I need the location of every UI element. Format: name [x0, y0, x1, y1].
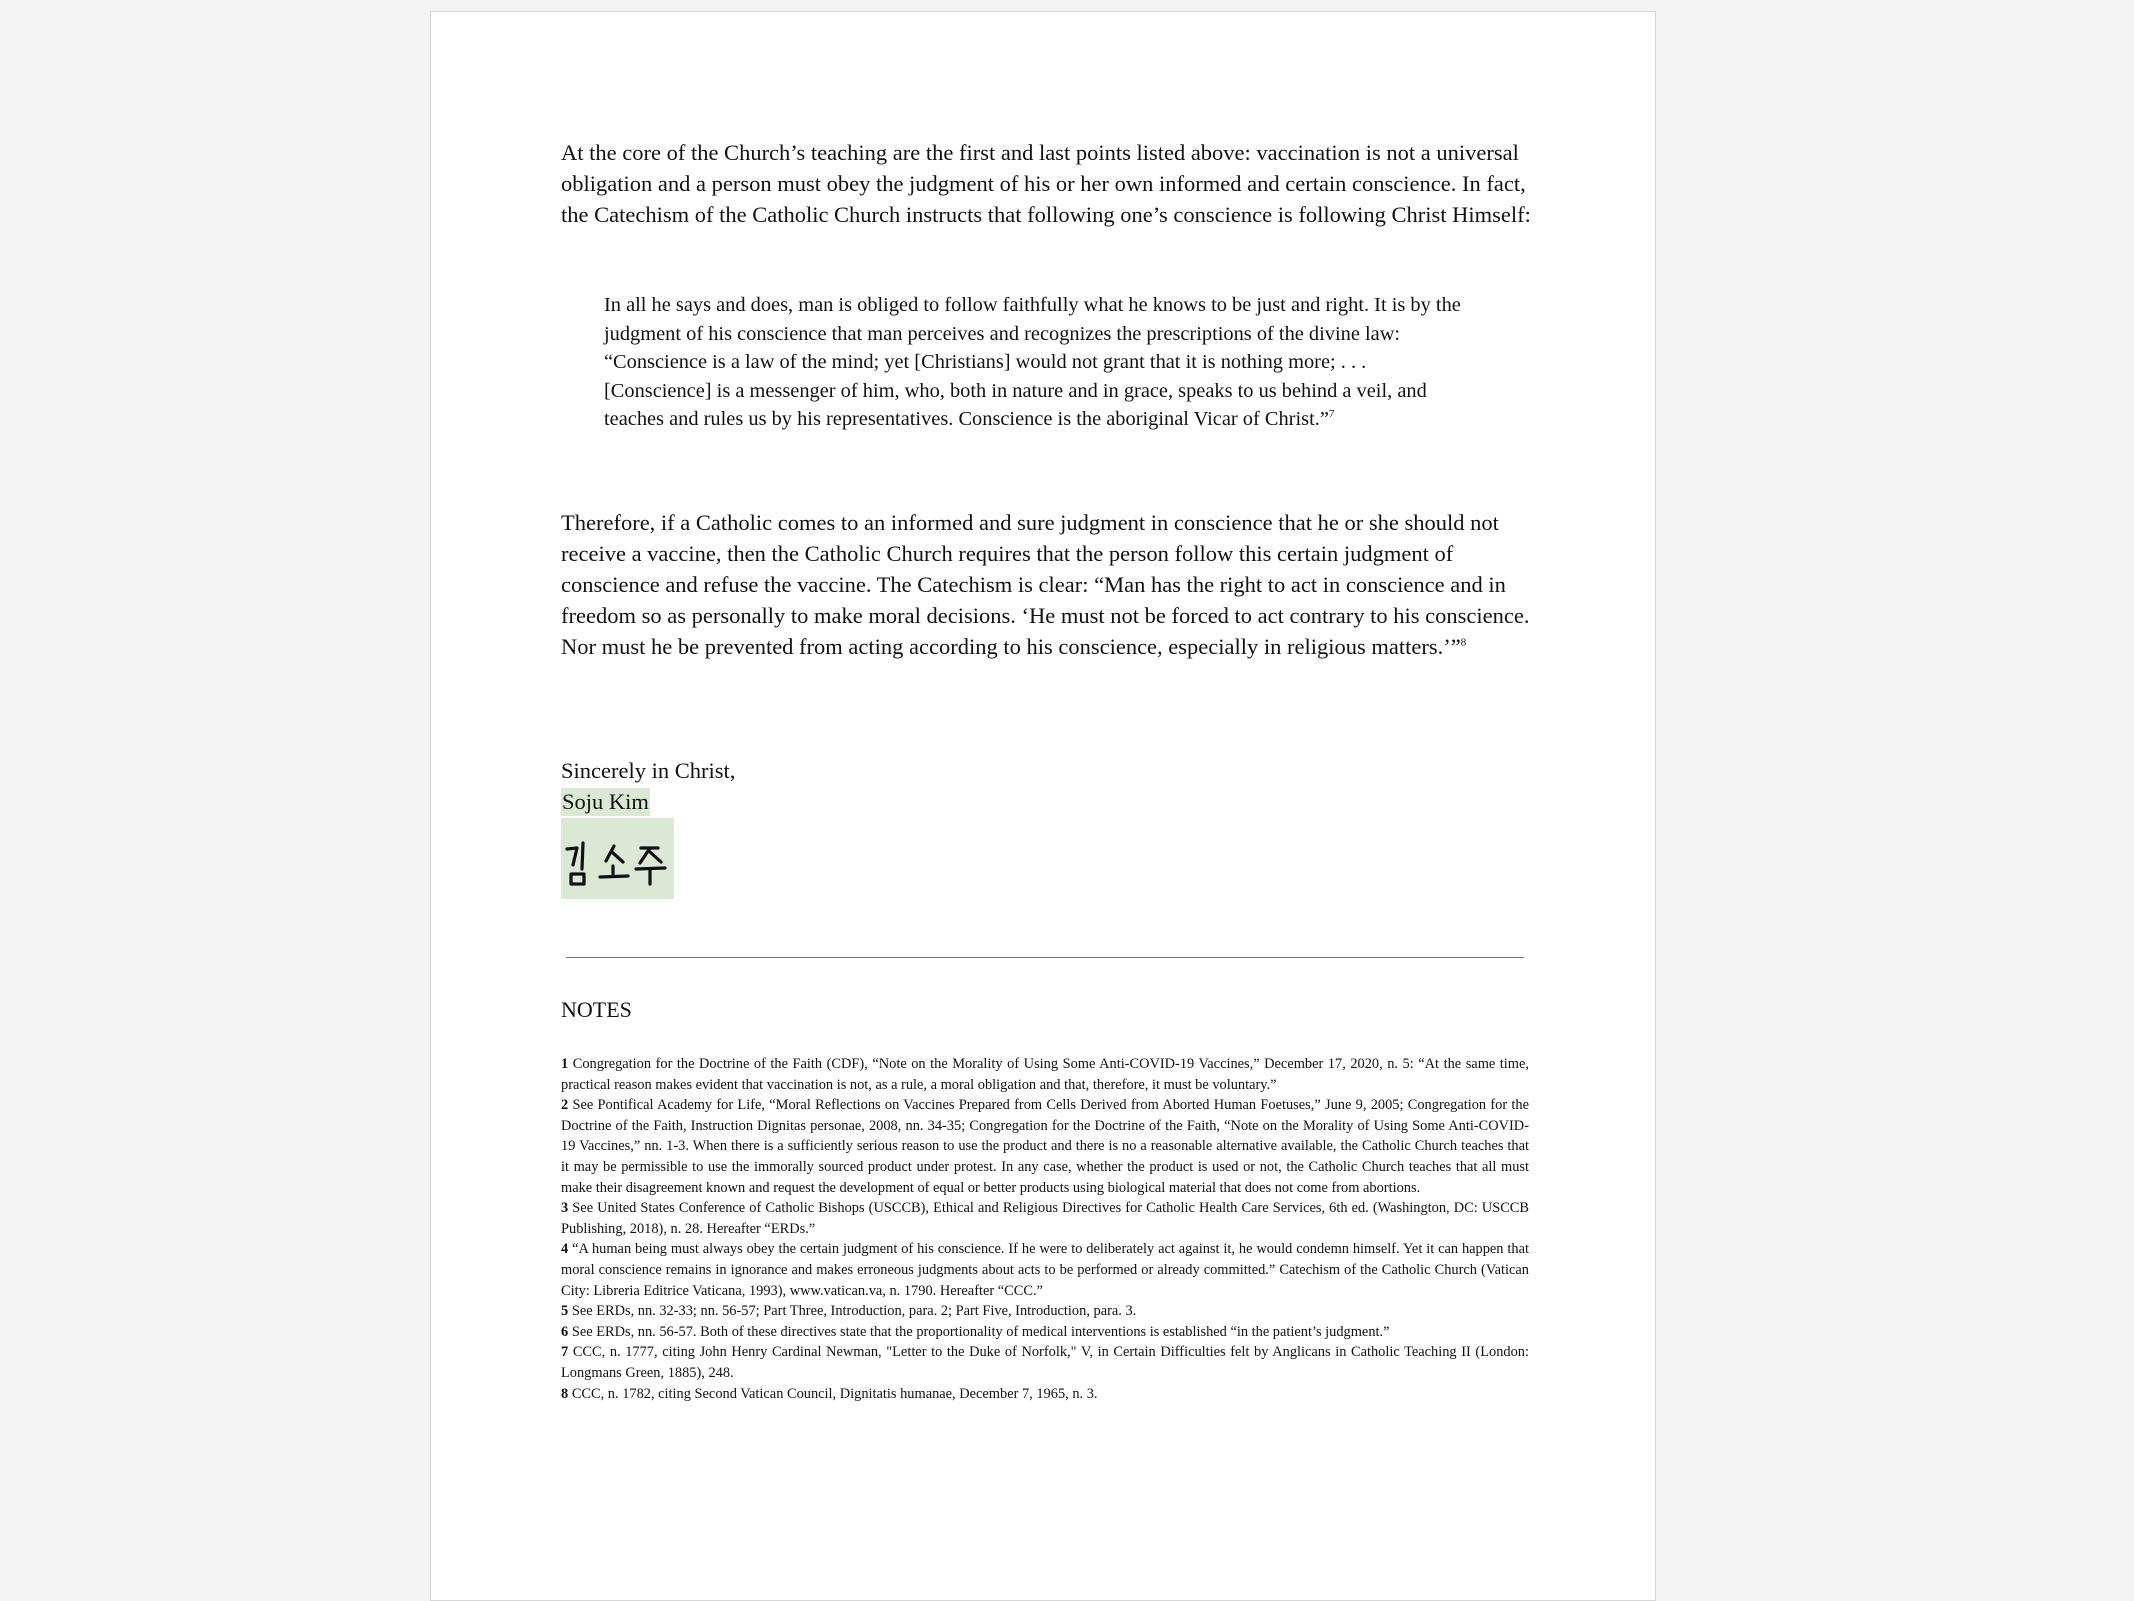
notes-list: [561, 1054, 1529, 1404]
block-quote: [604, 291, 1464, 434]
note-number: 8: [561, 1385, 569, 1402]
document-page: [430, 11, 1656, 1601]
footnote-ref-7[interactable]: 7: [1328, 408, 1335, 421]
note-item-2: [561, 1095, 1529, 1198]
note-text: CCC, n. 1777, citing John Henry Cardinal Newman, "Letter to the Duke of Norfolk," V, in Certain Difficulties felt by Anglicans in Catholic Teaching II (London: Longmans Green, 1885), 248.: [561, 1344, 1529, 1381]
body-paragraph-1: At the core of the Church’s teaching are the first and last points listed above: vaccination is not a universal obligation and a person must obey the judgment of his or her own informed and certain conscience. In fact, the Catechism of the Catholic Church instructs that following one’s conscience is following Christ Himself:: [561, 140, 1531, 227]
closing-salutation: Sincerely in Christ,: [561, 758, 736, 783]
closing-block: [561, 755, 735, 817]
handwritten-signature: [561, 818, 674, 899]
signer-name: Soju Kim: [562, 789, 649, 814]
note-text: See ERDs, nn. 32-33; nn. 56-57; Part Three, Introduction, para. 2; Part Five, Introduction, para. 3.: [571, 1303, 1137, 1320]
note-text: See ERDs, nn. 56-57. Both of these directives state that the proportionality of medical interventions is established “in the patient’s judgment.”: [571, 1323, 1390, 1340]
note-number: 2: [561, 1097, 569, 1114]
note-number: 3: [561, 1200, 569, 1217]
body-paragraph-2-text: Therefore, if a Catholic comes to an informed and sure judgment in conscience that he or she should not receive a vaccine, then the Catholic Church requires that the person follow this certain judgment of conscience and refuse the vaccine. The Catechism is clear: “Man has the right to act in conscience and in freedom so as personally to make moral decisions. ‘He must not be forced to act contrary to his conscience. Nor must he be prevented from acting according to his conscience, especially in religious matters.’”: [561, 510, 1530, 659]
note-text: See United States Conference of Catholic Bishops (USCCB), Ethical and Religious Directives for Catholic Health Care Services, 6th ed. (Washington, DC: USCCB Publishing, 2018), n. 28. Hereafter “ERDs.”: [561, 1200, 1529, 1237]
note-text: Congregation for the Doctrine of the Faith (CDF), “Note on the Morality of Using Some Anti-COVID-19 Vaccines,” December 17, 2020, n. 5: “At the same time, practical reason makes evident that vaccination is not, as a rule, a moral obligation and that, therefore, it must be voluntary.”: [561, 1056, 1529, 1093]
note-item-5: [561, 1301, 1529, 1322]
block-quote-text: In all he says and does, man is obliged to follow faithfully what he knows to be just and right. It is by the judgment of his conscience that man perceives and recognizes the prescriptions of the divine law: “Conscience is a law of the mind; yet [Christians] would not grant that it is nothing more; . . . [Conscience] is a messenger of him, who, both in nature and in grace, speaks to us behind a veil, and teaches and rules us by his representatives. Conscience is the aboriginal Vicar of Christ.”: [604, 294, 1461, 430]
note-item-3: [561, 1198, 1529, 1239]
note-number: 1: [561, 1056, 569, 1072]
footnote-ref-8[interactable]: 8: [1460, 636, 1467, 649]
note-text: See Pontifical Academy for Life, “Moral Reflections on Vaccines Prepared from Cells Derived from Aborted Human Foetuses,” June 9, 2005; Congregation for the Doctrine of the Faith, Instruction Dignitas personae, 2008, nn. 34-35; Congregation for the Doctrine of the Faith, “Note on the Morality of Using Some Anti-COVID-19 Vaccines,” nn. 1-3. When there is a sufficiently serious reason to use the product and there is no a reasonable alternative available, the Catholic Church teaches that it may be permissible to use the immorally sourced product under protest. In any case, whether the product is used or not, the Catholic Church teaches that all must make their disagreement known and request the development of equal or better products using biological material that does not come from abortions.: [561, 1097, 1529, 1196]
note-item-7: [561, 1342, 1529, 1383]
note-text: CCC, n. 1782, citing Second Vatican Council, Dignitatis humanae, December 7, 1965, n. 3.: [571, 1385, 1098, 1402]
signature-graphic: [561, 818, 674, 899]
note-number: 6: [561, 1323, 569, 1340]
note-item-6: [561, 1322, 1529, 1343]
footnote-divider: [566, 957, 1524, 958]
note-text: “A human being must always obey the certain judgment of his conscience. If he were to deliberately act against it, he would condemn himself. Yet it can happen that moral conscience remains in ignorance and makes erroneous judgments about acts to be performed or already committed.” Catechism of the Catholic Church (Vatican City: Libreria Editrice Vaticana, 1993), www.vatican.va, n. 1790. Hereafter “CCC.”: [561, 1241, 1529, 1299]
note-number: 5: [561, 1303, 569, 1320]
note-item-1: [561, 1054, 1529, 1095]
notes-heading: NOTES: [561, 997, 632, 1022]
body-paragraph-2: [561, 507, 1536, 662]
note-item-4: [561, 1239, 1529, 1301]
note-item-8: [561, 1384, 1529, 1405]
note-number: 7: [561, 1344, 569, 1361]
note-number: 4: [561, 1241, 569, 1258]
